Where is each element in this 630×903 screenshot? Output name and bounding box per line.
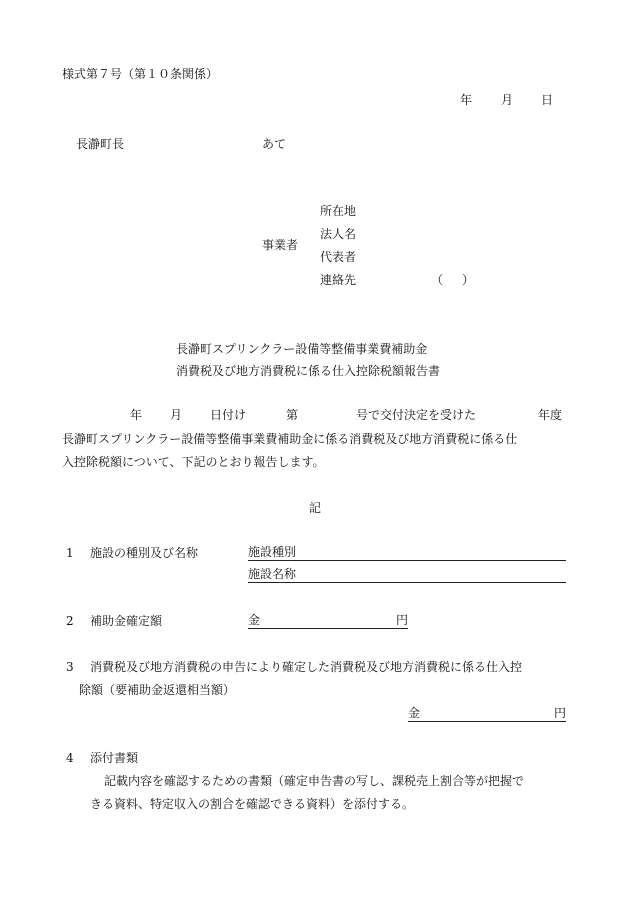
date-year-label: 年 [460, 93, 473, 107]
item1-number: 1 [66, 546, 74, 560]
item4-number: 4 [66, 751, 74, 765]
item2-label: 補助金確定額 [90, 614, 163, 628]
facility-name-label: 施設名称 [248, 567, 297, 581]
intro-line2: 長瀞町スプリンクラー設備等整備事業費補助金に係る消費税及び地方消費税に係る仕 [62, 432, 518, 446]
addressee-suffix: あて [262, 137, 287, 151]
refund-amount-field [408, 705, 566, 722]
date-day-label: 日 [541, 93, 554, 107]
business-representative-label: 代表者 [320, 250, 357, 264]
intro-number-prefix: 第 [286, 408, 299, 422]
item1-label: 施設の種別及び名称 [90, 546, 199, 560]
contact-paren-close: ） [462, 273, 475, 287]
item2-number: 2 [66, 614, 74, 628]
item3-number: 3 [66, 660, 74, 674]
intro-month: 月 [170, 408, 183, 422]
contact-paren-open: （ [431, 273, 444, 287]
item4-label: 添付書類 [90, 751, 139, 765]
business-corporation-label: 法人名 [320, 227, 357, 241]
refund-amount-suffix: 円 [553, 706, 566, 720]
title-line1: 長瀞町スプリンクラー設備等整備事業費補助金 [176, 342, 428, 356]
intro-dated: 日付け [210, 408, 247, 422]
title-line2: 消費税及び地方消費税に係る仕入控除税額報告書 [176, 364, 441, 378]
intro-number-suffix: 号で交付決定を受けた [356, 408, 477, 422]
business-contact-label: 連絡先 [320, 273, 357, 287]
confirmed-amount-suffix: 円 [395, 613, 408, 627]
item4-line1: 記載内容を確認するための書類（確定申告書の写し、課税売上割合等が把握で [104, 774, 525, 788]
intro-fiscal-year: 年度 [538, 408, 563, 422]
item3-line2: 除額（要補助金返還相当額） [79, 683, 236, 697]
refund-amount-prefix: 金 [408, 706, 421, 720]
note-heading: 記 [309, 501, 322, 515]
confirmed-amount-prefix: 金 [248, 613, 261, 627]
intro-line3: 入控除税額について、下記のとおり報告します。 [62, 455, 325, 469]
item4-line2: きる資料、特定収入の割合を確認できる資料）を添付する。 [90, 797, 415, 811]
item3-line1: 消費税及び地方消費税の申告により確定した消費税及び地方消費税に係る仕入控 [90, 660, 523, 674]
intro-year: 年 [130, 408, 143, 422]
confirmed-amount-field [248, 612, 408, 629]
addressee-name: 長瀞町長 [76, 137, 125, 151]
facility-type-field [248, 544, 566, 561]
facility-name-field [248, 566, 566, 583]
business-address-label: 所在地 [320, 204, 357, 218]
facility-type-label: 施設種別 [248, 545, 297, 559]
form-number: 様式第７号（第１０条関係） [62, 67, 219, 81]
business-label: 事業者 [262, 238, 299, 252]
date-month-label: 月 [501, 93, 514, 107]
